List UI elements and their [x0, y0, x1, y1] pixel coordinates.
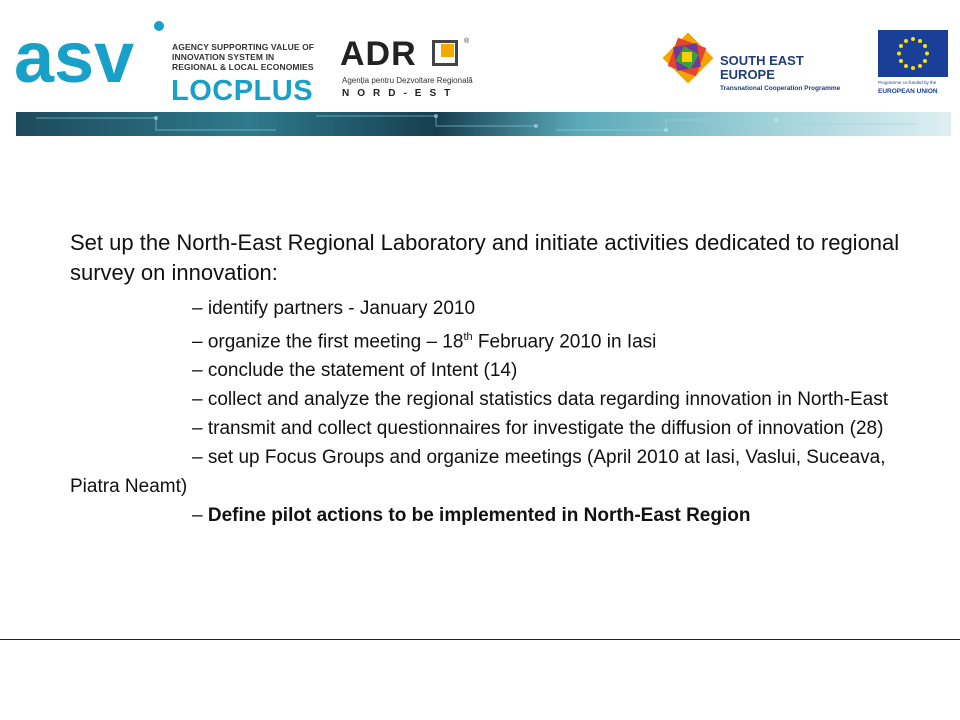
svg-text:asv: asv: [14, 20, 135, 90]
circuit-banner-image: [16, 112, 951, 136]
locplus-wordmark: LOCPLUS: [171, 75, 314, 107]
asv-agency-text: AGENCY SUPPORTING VALUE OF INNOVATION SYSTEM IN REGIONAL & LOCAL ECONOMIES: [172, 42, 315, 72]
list-item: – Define pilot actions to be implemented in North-East Region: [192, 505, 751, 527]
activity-list: [70, 294, 900, 530]
list-item: – conclude the statement of Intent (14): [192, 360, 518, 382]
eu-cofunded-text: Programme co-funded by the: [878, 80, 937, 85]
list-item: – set up Focus Groups and organize meetings (April 2010 at Iasi, Vaslui, Suceava, Piatra Neamt): [70, 447, 886, 498]
asv-glyph-icon: [14, 20, 164, 90]
registered-mark: ®: [464, 38, 470, 45]
eu-logo: [878, 30, 950, 100]
see-star-icon: [660, 30, 718, 88]
adr-wordmark: ADR: [340, 35, 417, 73]
list-item: – identify partners - January 2010: [192, 298, 476, 319]
footer-divider: [0, 639, 960, 640]
asv-locplus-logo: [14, 20, 315, 107]
logo-header: [0, 0, 960, 105]
adr-nord-est-logo: [340, 36, 480, 102]
see-title: SOUTH EAST EUROPE: [720, 53, 804, 82]
list-item: – transmit and collect questionnaires for investigate the diffusion of innovation (28): [192, 418, 884, 440]
list-item: – organize the first meeting – 18th February 2010 in Iasi: [192, 331, 657, 353]
adr-subtitle: Agenția pentru Dezvoltare Regională: [342, 76, 473, 85]
intro-text: Set up the North-East Regional Laboratory and initiate activities dedicated to regional survey on innovation:: [70, 230, 900, 285]
see-subtitle: Transnational Cooperation Programme: [720, 85, 841, 92]
eu-flag-icon: [878, 30, 948, 77]
adr-square-icon: [432, 40, 458, 66]
slide-content: [70, 228, 900, 530]
south-east-europe-logo: [660, 30, 841, 100]
adr-region: NORD-EST: [342, 88, 459, 99]
eu-union-text: EUROPEAN UNION: [878, 88, 938, 95]
list-item: – collect and analyze the regional statistics data regarding innovation in North-East: [192, 389, 889, 411]
